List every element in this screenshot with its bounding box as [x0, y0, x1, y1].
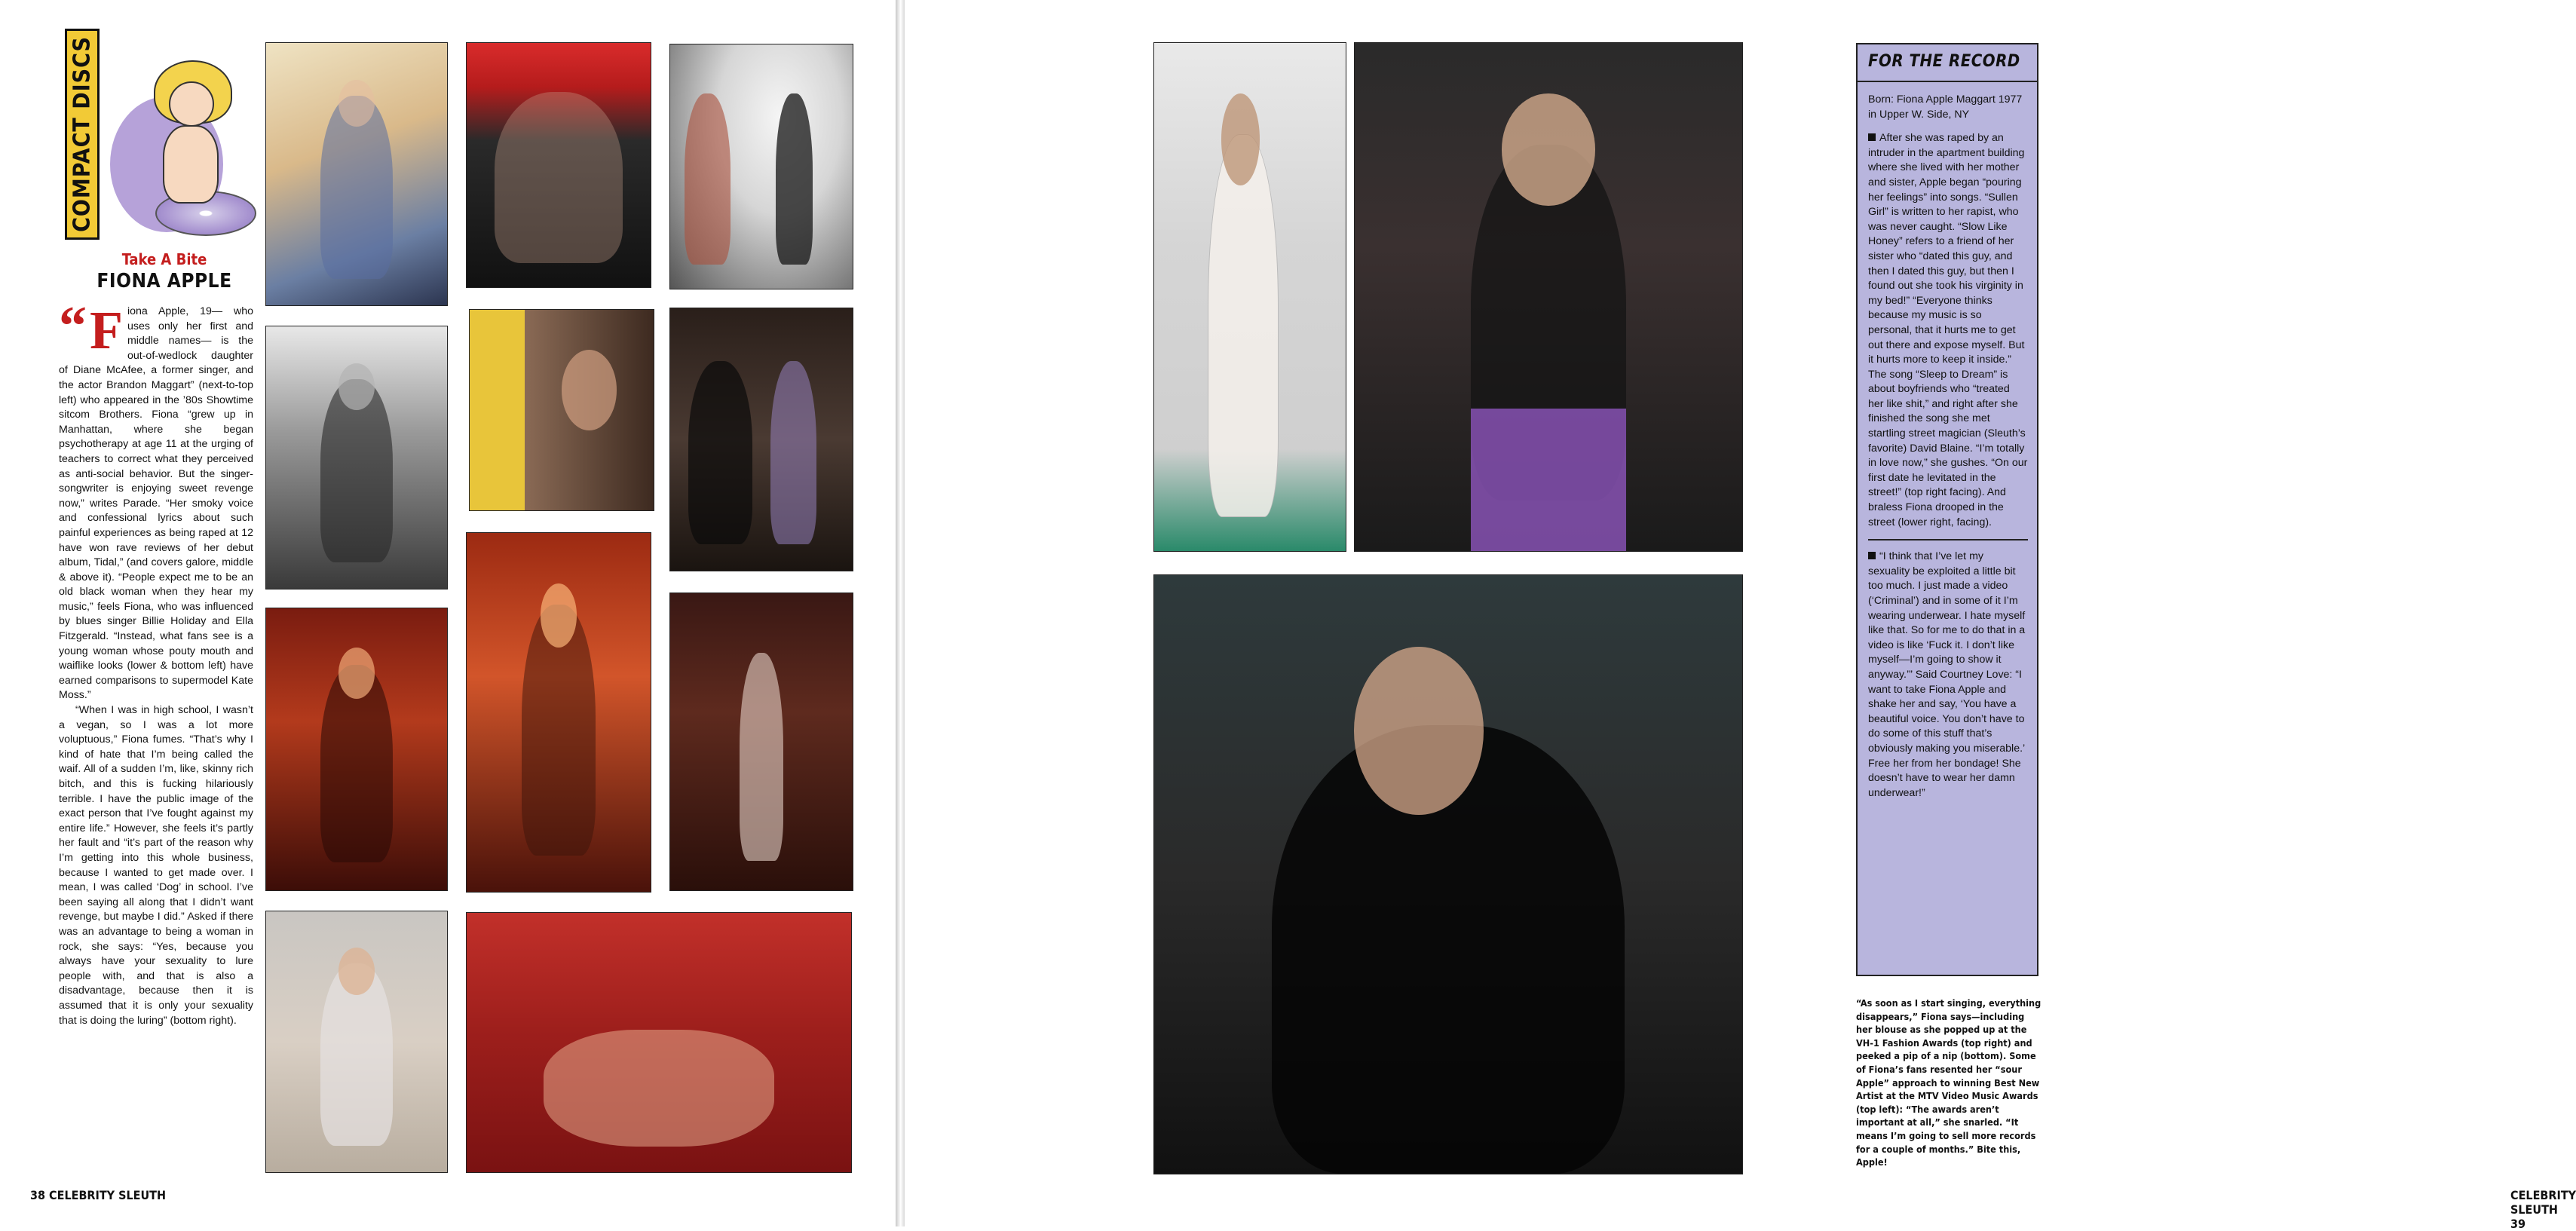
right-page	[905, 0, 2576, 1231]
for-the-record-sidebar	[1856, 43, 2038, 976]
photo-entertainment-weekly-cover	[466, 42, 651, 288]
folio-left: 38 CELEBRITY SLEUTH	[30, 1188, 167, 1202]
article-body	[59, 296, 253, 1179]
sidebar-divider	[1868, 539, 2028, 540]
photo-fiona-wet-hair-black-top	[1153, 574, 1743, 1174]
compact-discs-logo	[65, 29, 253, 255]
photo-fiona-on-stage	[265, 608, 448, 891]
photo-caption: “As soon as I start singing, everything disappears,” Fiona says—including her blouse as she popped up at the VH-1 Fashion Awards (top right) and peeked a pip of a nip (bottom). Some of Fiona’s fans resented her “sour Apple” approach to winning Best New Artist at the MTV Video Music Awards (top left): “The awards aren’t important at all,” she snarled. “It means I’m going to sell more records for a couple of months.” Bite this, Apple!	[1856, 997, 2042, 1168]
bullet-square-icon	[1868, 133, 1876, 141]
folio-right: CELEBRITY SLEUTH 39	[2510, 1188, 2576, 1231]
photo-fiona-with-david-blaine	[669, 308, 853, 571]
compact-discs-tab	[65, 29, 100, 240]
photo-fiona-white-dress	[669, 593, 853, 891]
photo-vh1-fashion-awards	[1354, 42, 1743, 552]
article-paragraph-1	[59, 296, 253, 703]
sidebar-born: Born: Fiona Apple Maggart 1977 in Upper W. Side, NY	[1868, 93, 2023, 121]
sidebar-title-rule	[1858, 81, 2037, 82]
sidebar-item-1-text: After she was raped by an intruder in the apartment building where she lived with her mother and sister, Apple began “pouring her feelings” into songs. “Sullen Girl” is written to her rapist, who was never caught. “Slow Like Honey” refers to a friend of her sister who “dated this guy, and then I dated this guy, but then I found out she took his virginity in my bed!” “Everyone thinks because my music is so personal, that it hurts me to get out there and expose myself. But it hurts more to keep it inside.” The song “Sleep to Dream” is about boyfriends who “treated her like shit,” and right after she finished the song she met startling street magician (Sleuth’s favorite) David Blaine. “I’m totally in love now,” she gushes. “On our first date he levitated in the street!” (top right facing). And braless Fiona drooped in the street (lower right, facing).	[1868, 132, 2028, 528]
article-paragraph-2: “When I was in high school, I wasn’t a vegan, so I was a lot more voluptuous,” Fiona fumes. “That’s why I kind of hate that I’m being called the waif. All of a sudden I’m, like, skinny rich bitch, and this is fucking hilariously terrible. I have the public image of the exact person that I’ve fought against my entire life.” However, she feels it’s partly her fault and “it’s part of the reason why I’m getting into this whole business, because I wanted to get made over. I mean, I was called ‘Dog’ in school. I’ve been saying all along that I didn’t want revenge, but maybe I did.” Asked if there was an advantage to being a woman in rock, she says: “Yes, because you always have your sexuality to lure people with, and that is also a disadvantage, because then it is assumed that it is only your sexuality that is doing the luring” (bottom right).	[59, 704, 253, 1027]
drop-cap: F	[90, 300, 123, 360]
photo-levitation-street	[669, 44, 853, 289]
photo-mtv-video-music-awards	[1153, 42, 1346, 552]
spine-gutter	[896, 0, 905, 1226]
photo-fiona-long-hair	[265, 911, 448, 1173]
compact-discs-label: COMPACT DISCS	[69, 36, 96, 232]
cartoon-girl-body	[163, 125, 219, 204]
sidebar-item-1	[1868, 131, 2028, 530]
cartoon-girl-face	[169, 81, 214, 127]
photo-fiona-singing-mic	[466, 532, 651, 893]
article-subhead: Take A Bite	[121, 250, 207, 268]
sidebar-title: FOR THE RECORD	[1868, 52, 2020, 71]
sidebar-item-2	[1868, 550, 2028, 801]
photo-spin-magazine-cover	[469, 309, 654, 511]
paragraph-1-text: iona Apple, 19— who uses only her first and middle names— is the out-of-wedlock daughter of Diane McAfee, a former singer, and the actor Brandon Maggart” (next-to-top left) who appeared in the ’80s Showtime sitcom Brothers. Fiona “grew up in Manhattan, where she began psychotherapy at age 11 at the urging of teachers to correct what they perceived as anti-social behavior. But the singer-songwriter is enjoying sweet revenge now,” writes Parade. “Her smoky voice and confessional lyrics about such painful experiences as being raped at 12 have won rave reviews of her debut album, Tidal,” (and covers galore, middle & above it). “People expect me to be an old black woman when they hear my music,” feels Fiona, who was influenced by blues singer Billie Holiday and Ella Fitzgerald. “Instead, what fans see is a young woman whose pouty mouth and waiflike looks (lower & bottom left) have earned comparisons to supermodel Kate Moss.”	[59, 305, 253, 702]
photo-brandon-maggart	[265, 326, 448, 589]
article-headline: FIONA APPLE	[96, 270, 232, 292]
sidebar-text	[1868, 93, 2028, 810]
left-page	[0, 0, 896, 1226]
bullet-square-icon	[1868, 552, 1876, 559]
photo-fiona-curly-hair	[265, 42, 448, 306]
sidebar-item-2-text: “I think that I’ve let my sexuality be exploited a little bit too much. I just made a video (‘Criminal’) and in some of it I’m wearing underwear. I hate myself like that. So for me to do that in a video is like ‘Fuck it. I don’t like myself—I’m going to show it anyway.’” Said Courtney Love: “I want to take Fiona Apple and shake her and say, ‘You have a beautiful voice. You don’t have to do some of this stuff that’s obviously making you miserable.’ Free her from her bondage! She doesn’t have to wear her damn underwear!”	[1868, 550, 2026, 799]
photo-fiona-red-sofa	[466, 912, 852, 1173]
opening-quote-mark: “	[59, 296, 87, 357]
